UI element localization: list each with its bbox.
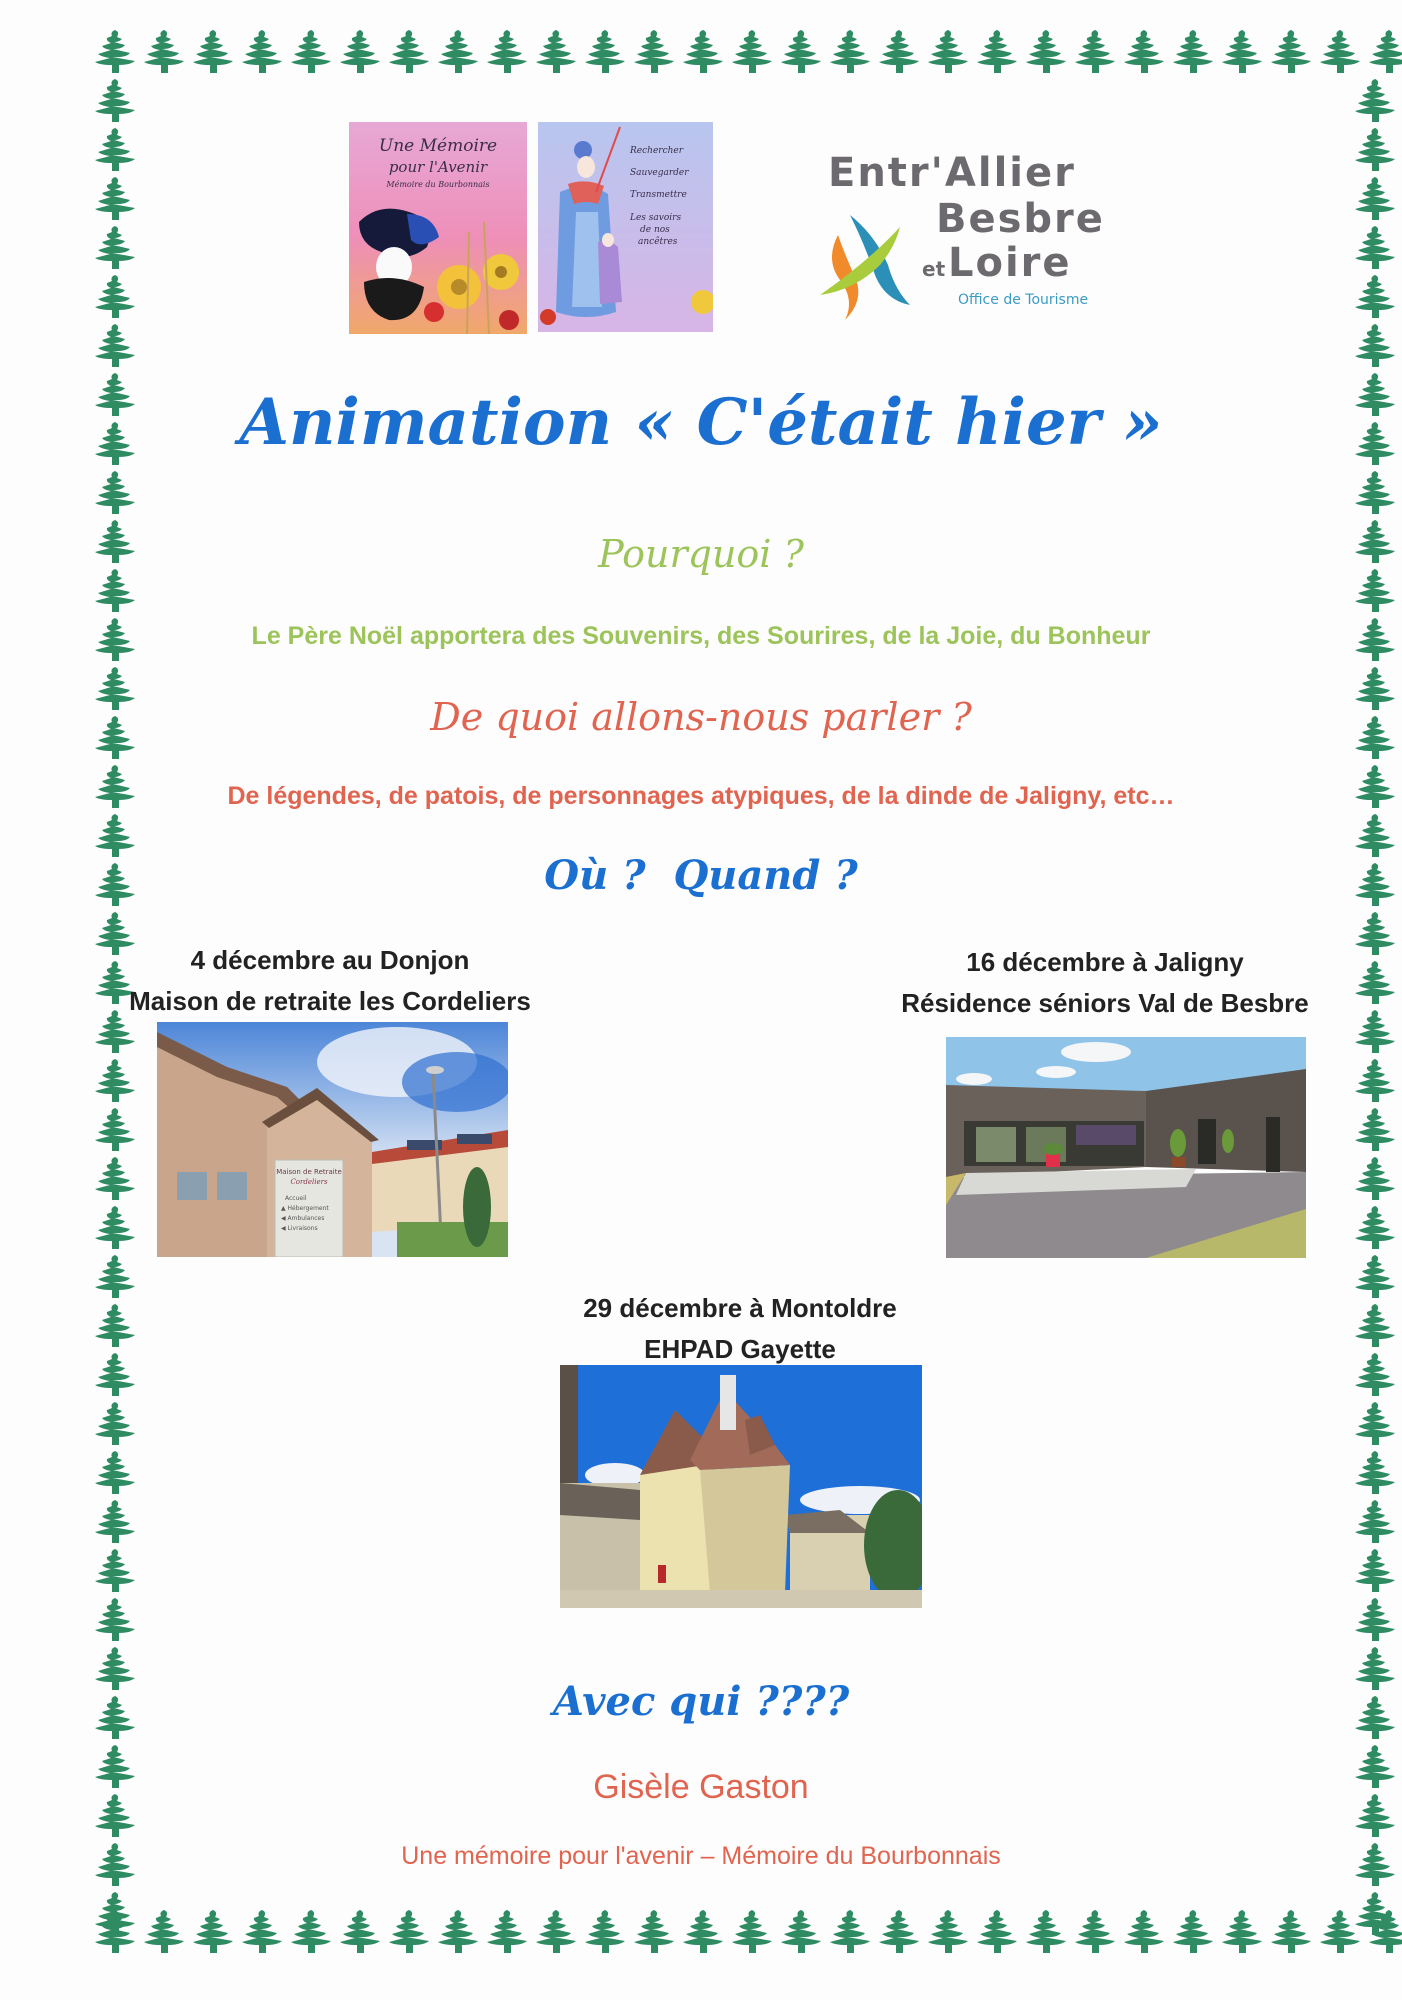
tree-icon (1023, 1908, 1069, 1954)
presenter-association: Une mémoire pour l'avenir – Mémoire du Bourbonnais (401, 1842, 1001, 1870)
tree-icon (1317, 28, 1363, 74)
tree-icon (680, 1908, 726, 1954)
tree-icon (1352, 910, 1398, 956)
tree-icon (190, 28, 236, 74)
tree-icon (92, 1596, 138, 1642)
tree-icon (1352, 1596, 1398, 1642)
tree-icon (92, 322, 138, 368)
book2-word: Les savoirs (630, 213, 682, 223)
tree-icon (92, 1106, 138, 1152)
venue-caption (540, 1288, 940, 1370)
tree-icon (1352, 273, 1398, 319)
page-title: Animation « C'était hier » (239, 385, 1163, 460)
tourism-line2: Besbre (936, 196, 1105, 242)
venue-location: EHPAD Gayette (644, 1334, 836, 1364)
book2-word: Sauvegarder (630, 168, 689, 178)
tree-icon (92, 224, 138, 270)
tree-icon (1352, 1155, 1398, 1201)
tree-icon (1121, 28, 1167, 74)
venue-photo-gayette (560, 1365, 922, 1608)
tree-icon (582, 28, 628, 74)
tree-icon (1352, 224, 1398, 270)
tree-icon (827, 28, 873, 74)
tree-icon (876, 1908, 922, 1954)
tree-icon (1352, 1547, 1398, 1593)
tree-icon (288, 28, 334, 74)
tree-icon (92, 126, 138, 172)
tourism-line3-small: et (922, 257, 946, 281)
tree-icon (435, 1908, 481, 1954)
tree-icon (1352, 1253, 1398, 1299)
tree-icon (92, 77, 138, 123)
tree-icon (827, 1908, 873, 1954)
tree-icon (386, 28, 432, 74)
tree-icon (925, 28, 971, 74)
tree-icon (778, 1908, 824, 1954)
tree-icon (1352, 1302, 1398, 1348)
tree-icon (484, 1908, 530, 1954)
tree-icon (1268, 28, 1314, 74)
tree-icon (729, 1908, 775, 1954)
venue-location: Maison de retraite les Cordeliers (129, 986, 531, 1016)
tree-icon (729, 28, 775, 74)
tree-icon (288, 1908, 334, 1954)
book2-word: de nos (640, 225, 670, 235)
venue-date-place: 29 décembre à Montoldre (583, 1293, 897, 1323)
tree-icon (92, 1253, 138, 1299)
tree-icon (1352, 77, 1398, 123)
tourism-tagline: Office de Tourisme (958, 292, 1089, 308)
tree-icon (1352, 1204, 1398, 1250)
what-text: De légendes, de patois, de personnages atypiques, de la dinde de Jaligny, etc… (227, 782, 1175, 810)
venue-photo-val-de-besbre (946, 1037, 1306, 1258)
book2-word: Transmettre (630, 190, 687, 200)
tree-icon (92, 28, 138, 74)
what-heading: De quoi allons-nous parler ? (430, 695, 972, 739)
tree-icon (1023, 28, 1069, 74)
tree-icon (1072, 28, 1118, 74)
tree-icon (141, 28, 187, 74)
why-text: Le Père Noël apportera des Souvenirs, des Sourires, de la Joie, du Bonheur (251, 622, 1151, 650)
tree-icon (680, 28, 726, 74)
book2-word-list (630, 140, 710, 248)
tree-icon (1352, 322, 1398, 368)
tree-icon (1352, 1498, 1398, 1544)
tree-icon (1352, 1008, 1398, 1054)
tree-icon (92, 175, 138, 221)
tree-icon (1219, 1908, 1265, 1954)
tree-icon (92, 469, 138, 515)
svg-text:Accueil: Accueil (285, 1195, 307, 1202)
tree-icon (876, 28, 922, 74)
tree-icon (92, 1057, 138, 1103)
tree-icon (1352, 1449, 1398, 1495)
svg-text:◀ Livraisons: ◀ Livraisons (281, 1225, 318, 1232)
tree-icon (92, 1204, 138, 1250)
tree-icon (92, 1547, 138, 1593)
sign-title: Maison de Retraite (276, 1168, 342, 1176)
tourism-office-logo (800, 150, 1150, 320)
tree-icon (92, 1302, 138, 1348)
tree-icon (1170, 28, 1216, 74)
book1-title-line2: pour l'Avenir (388, 158, 488, 176)
tourism-line3: Loire (948, 240, 1072, 286)
tree-icon (1219, 28, 1265, 74)
book1-title-line1: Une Mémoire (378, 136, 498, 156)
tree-icon (239, 28, 285, 74)
venue-caption (110, 940, 550, 1022)
tree-icon (1352, 469, 1398, 515)
why-heading: Pourquoi ? (598, 532, 804, 576)
tree-icon (92, 273, 138, 319)
tree-icon (337, 28, 383, 74)
tree-icon (92, 1400, 138, 1446)
tree-icon (631, 28, 677, 74)
where-when-heading: Où ? Quand ? (544, 852, 858, 899)
tree-icon (484, 28, 530, 74)
venue-date-place: 4 décembre au Donjon (190, 945, 470, 975)
tree-icon (1352, 1400, 1398, 1446)
logo-swoosh-icon (800, 205, 920, 320)
tree-icon (1352, 1351, 1398, 1397)
tree-icon (1352, 175, 1398, 221)
book2-word: ancêtres (638, 237, 678, 247)
venue-location: Résidence séniors Val de Besbre (901, 988, 1309, 1018)
tree-icon (582, 1908, 628, 1954)
tree-icon (386, 1908, 432, 1954)
tree-icon (1352, 126, 1398, 172)
tree-icon (435, 28, 481, 74)
book-cover-rechercher (538, 122, 713, 332)
tree-icon (631, 1908, 677, 1954)
tree-icon (1352, 1057, 1398, 1103)
tree-icon (1121, 1908, 1167, 1954)
tree-icon (239, 1908, 285, 1954)
with-whom-heading: Avec qui ???? (552, 1678, 850, 1725)
tree-icon (974, 28, 1020, 74)
tree-icon (190, 1908, 236, 1954)
book-cover-une-memoire (349, 122, 527, 334)
tree-icon (1170, 1908, 1216, 1954)
tree-icon (92, 1449, 138, 1495)
venue-caption (860, 942, 1350, 1024)
tree-icon (974, 1908, 1020, 1954)
tourism-line1: Entr'Allier (828, 150, 1076, 196)
tree-icon (1268, 1908, 1314, 1954)
svg-text:Cordeliers: Cordeliers (290, 1178, 328, 1186)
venue-photo-cordeliers (157, 1022, 508, 1257)
presenter-name: Gisèle Gaston (593, 1768, 809, 1806)
tree-icon (778, 28, 824, 74)
tree-icon (337, 1908, 383, 1954)
tree-icon (141, 1908, 187, 1954)
tree-icon (92, 1498, 138, 1544)
svg-text:▲ Hébergement: ▲ Hébergement (281, 1205, 329, 1212)
tree-icon (1352, 1890, 1398, 1936)
tree-icon (92, 1351, 138, 1397)
tree-icon (533, 1908, 579, 1954)
tree-icon (1366, 28, 1402, 74)
svg-text:◀ Ambulances: ◀ Ambulances (281, 1215, 325, 1222)
tree-icon (1352, 959, 1398, 1005)
tree-icon (1352, 1106, 1398, 1152)
book2-word: Rechercher (630, 146, 684, 156)
venue-date-place: 16 décembre à Jaligny (966, 947, 1244, 977)
tree-icon (92, 1155, 138, 1201)
tree-icon (1072, 1908, 1118, 1954)
tree-icon (92, 1890, 138, 1936)
tree-icon (925, 1908, 971, 1954)
book1-subtitle: Mémoire du Bourbonnais (386, 180, 490, 189)
tree-icon (533, 28, 579, 74)
